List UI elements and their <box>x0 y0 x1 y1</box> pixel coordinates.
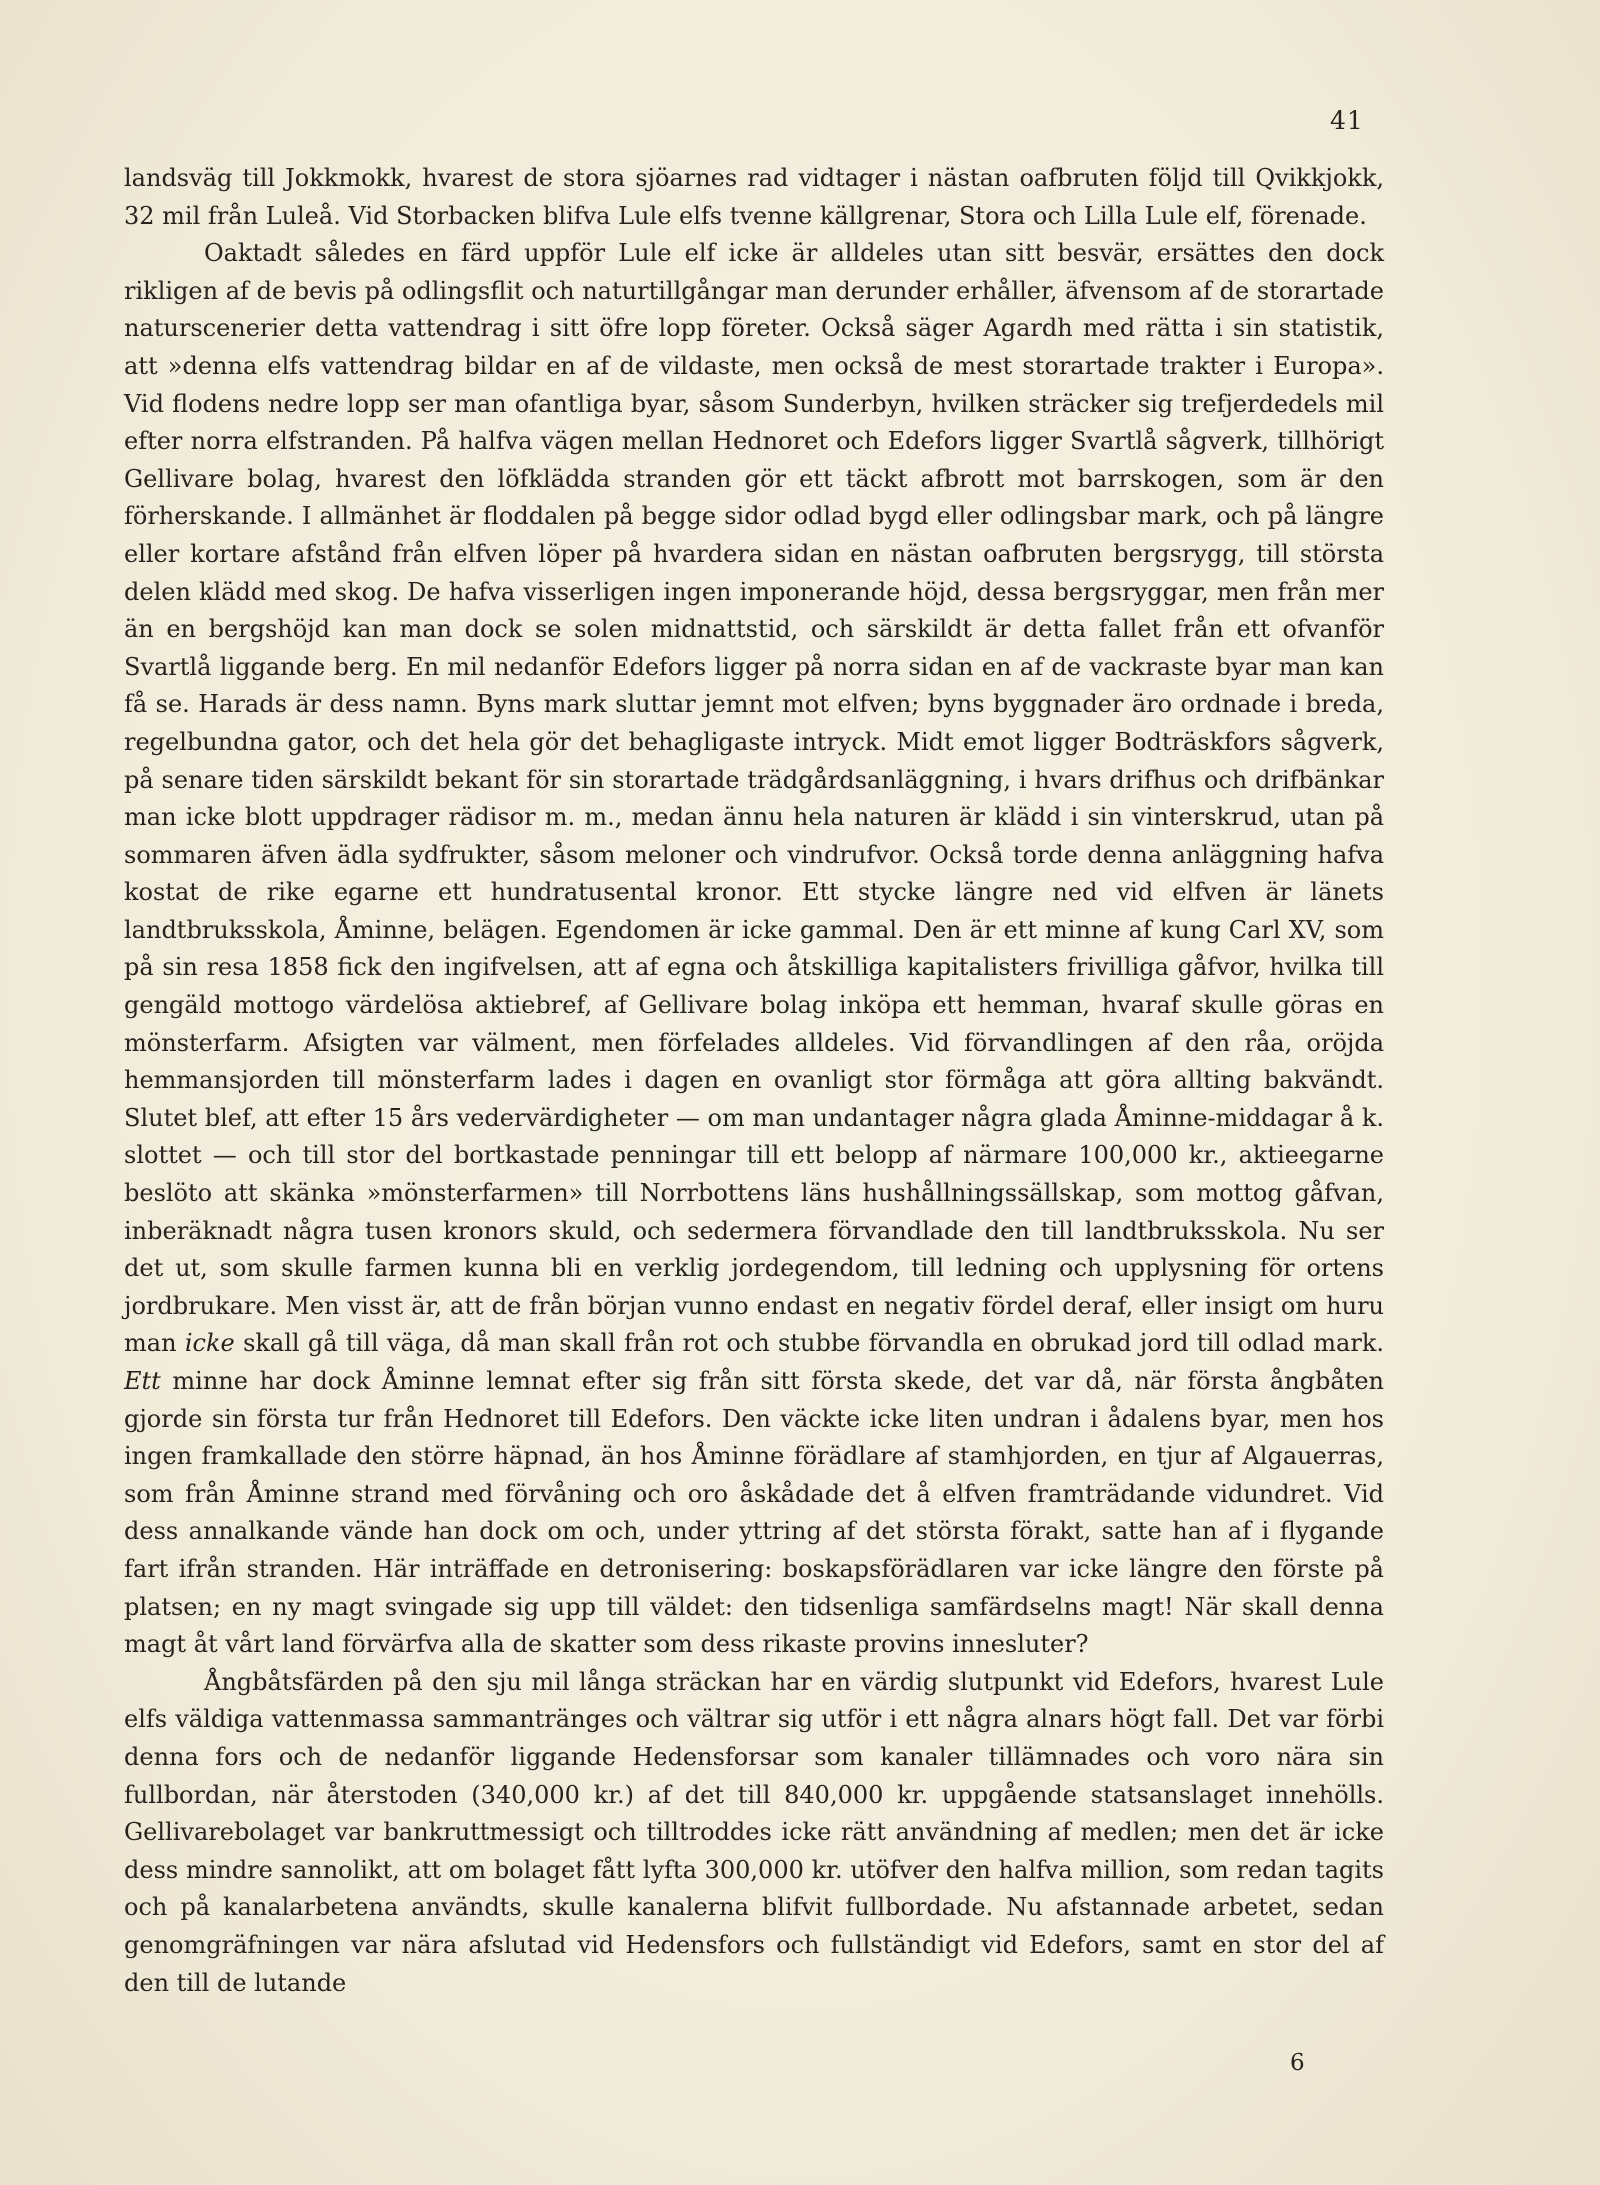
italic-word-icke: icke <box>184 1329 235 1358</box>
text-body <box>124 160 1384 2002</box>
paragraph-2 <box>124 235 1384 1664</box>
paragraph-3: Ångbåtsfärden på den sju mil långa sträckan har en värdig slutpunkt vid Edefors, hvarest Lule elfs väldiga vattenmassa sammantränges och vältrar sig utför i ett några alnars högt fall. Det var förbi denna fors och de nedanför liggande Hedensforsar som kanaler tillämnades och voro nära sin fullbordan, när återstoden (340,000 kr.) af det till 840,000 kr. uppgående statsanslaget innehölls. Gellivarebolaget var bankruttmessigt och tilltroddes icke rätt användning af medlen; men det är icke dess mindre sannolikt, att om bolaget fått lyfta 300,000 kr. utöfver den halfva million, som redan tagits och på kanalarbetena användts, skulle kanalerna blifvit fullbordade. Nu afstannade arbetet, sedan genomgräfningen var nära afslutad vid Hedensfors och fullständigt vid Edefors, samt en stor del af den till de lutande <box>124 1667 1384 1997</box>
paragraph-1: landsväg till Jokkmokk, hvarest de stora sjöarnes rad vidtager i nästan oafbruten följd till Qvikkjokk, 32 mil från Luleå. Vid Storbacken blifva Lule elfs tvenne källgrenar, Stora och Lilla Lule elf, förenade. <box>124 164 1384 230</box>
paragraph-2-text: Oaktadt således en färd uppför Lule elf icke är alldeles utan sitt besvär, ersättes den dock rikligen af de bevis på odlingsflit och naturtillgångar man derunder erhåller, äfvensom af de storartade naturscenerier detta vattendrag i sitt öfre lopp företer. Också säger Agardh med rätta i sin statistik, att »denna elfs vattendrag bildar en af de vildaste, men också de mest storartade trakter i Europa». Vid flodens nedre lopp ser man ofantliga byar, såsom Sunderbyn, hvilken sträcker sig trefjerdedels mil efter norra elfstranden. På halfva vägen mellan Hednoret och Edefors ligger Svartlå sågverk, tillhörigt Gellivare bolag, hvarest den löfklädda stranden gör ett täckt afbrott mot barrskogen, som är den förherskande. I allmänhet är floddalen på begge sidor odlad bygd eller odlingsbar mark, och på längre eller kortare afstånd från elfven löper på hvardera sidan en nästan oafbruten bergsrygg, till största delen klädd med skog. De hafva visserligen ingen imponerande höjd, dessa bergsryggar, men från mer än en bergshöjd kan man dock se solen midnattstid, och särskildt är detta fallet från ett ofvanför Svartlå liggande berg. En mil nedanför Edefors ligger på norra sidan en af de vackraste byar man kan få se. Harads är dess namn. Byns mark sluttar jemnt mot elfven; byns byggnader äro ordnade i breda, regelbundna gator, och det hela gör det behagligaste intryck. Midt emot ligger Bodträskfors sågverk, på senare tiden särskildt bekant för sin storartade trädgårdsanläggning, i hvars drifhus och drifbänkar man icke blott uppdrager rädisor m. m., medan ännu hela naturen är klädd i sin vinterskrud, utan på sommaren äfven ädla sydfrukter, såsom meloner och vindrufvor. Också torde denna anläggning hafva kostat de rike egarne ett hundratusental kronor. Ett stycke längre ned vid elfven är länets landtbruksskola, Åminne, belägen. Egendomen är icke gammal. Den är ett minne af kung Carl XV, som på sin resa 1858 fick den ingifvelsen, att af egna och åtskilliga kapitalisters frivilliga gåfvor, hvilka till gengäld mottogo värdelösa aktiebref, af Gellivare bolag inköpa ett hemman, hvaraf skulle göras en mönsterfarm. Afsigten var välment, men förfelades alldeles. Vid förvandlingen af den råa, oröjda hemmansjorden till mönsterfarm lades i dagen en ovanligt stor förmåga att göra allting bakvändt. Slutet blef, att efter 15 års vedervärdigheter — om man undantager några glada Åminne-middagar å k. slottet — och till stor del bortkastade penningar till ett belopp af närmare 100,000 kr., aktieegarne beslöto att skänka »mönsterfarmen» till Norrbottens läns hushållningssällskap, som mottog gåfvan, inberäknadt några tusen kronors skuld, och sedermera förvandlade den till landtbruksskola. Nu ser det ut, som skulle farmen kunna bli en verklig jordegendom, till ledning och upplysning för ortens jordbrukare. Men visst är, att de från början vunno endast en negativ fördel deraf, eller insigt om huru man <box>124 239 1384 1358</box>
italic-word-ett: Ett <box>124 1367 161 1395</box>
page-number: 41 <box>1330 106 1364 135</box>
paragraph-2-rest: minne har dock Åminne lemnat efter sig från sitt första skede, det var då, när första ångbåten gjorde sin första tur från Hednoret till Edefors. Den väckte icke liten undran i ådalens byar, men hos ingen framkallade den större häpnad, än hos Åminne förädlare af stamhjorden, en tjur af Algauerras, som från Åminne strand med förvåning och oro åskådade det å elfven framträdande vidundret. Vid dess annalkande vände han dock om och, under yttring af det största förakt, satte han af i flygande fart ifrån stranden. Här inträffade en detronisering: boskapsförädlaren var icke längre den förste på platsen; en ny magt svingade sig upp till väldet: den tidsenliga samfärdselns magt! När skall denna magt åt vårt land förvärfva alla de skatter som dess rikaste provins innesluter? <box>124 1367 1384 1659</box>
paragraph-2-mid: skall gå till väga, då man skall från rot och stubbe förvandla en obrukad jord till odlad mark. <box>243 1329 1384 1358</box>
signature-mark: 6 <box>1290 2050 1305 2076</box>
